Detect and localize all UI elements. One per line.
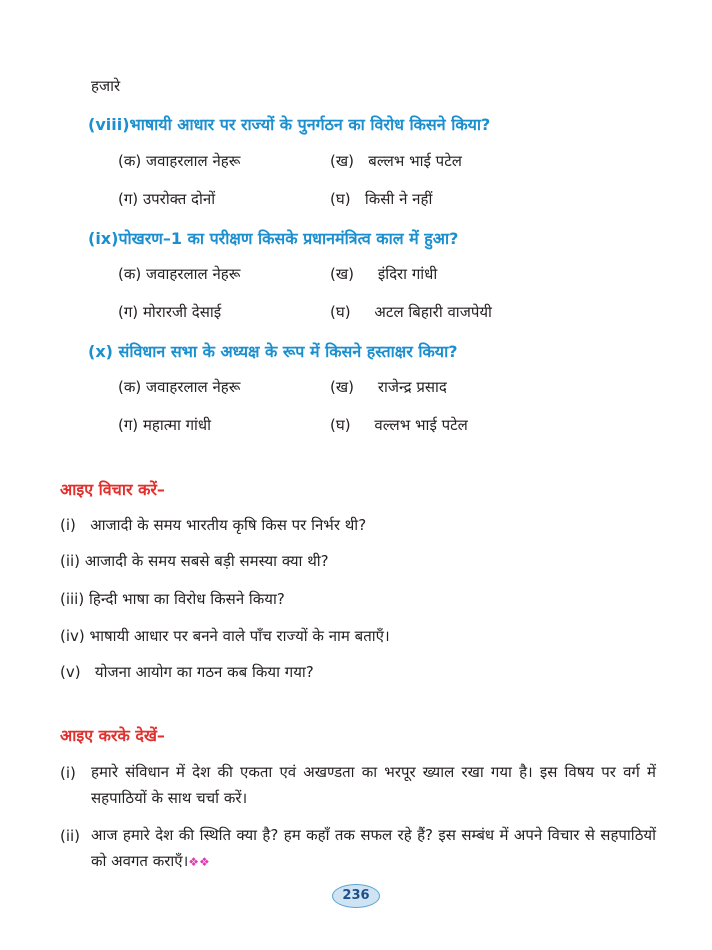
option: (ख) राजेन्द्र प्रसाद [330, 378, 447, 396]
option: (घ) किसी ने नहीं [330, 190, 433, 208]
list-item: (ii) आजादी के समय सबसे बड़ी समस्या क्या थी? [60, 552, 329, 570]
option: (ग) उपरोक्त दोनों [118, 190, 216, 208]
list-item: आज हमारे देश की स्थिति क्या है? हम कहाँ तक सफल रहे हैं? इस सम्बंध में अपने विचार से सहपाठियों को अवगत कराएँ।❖❖ [91, 826, 656, 870]
list-item-label: (i) [60, 764, 76, 782]
option: (क) जवाहरलाल नेहरू [118, 152, 241, 170]
page-number: 236 [332, 884, 380, 908]
question-label: (x) [88, 342, 113, 361]
list-item: (v) योजना आयोग का गठन कब किया गया? [60, 663, 314, 681]
list-item: (i) आजादी के समय भारतीय कृषि किस पर निर्भर थी? [60, 516, 367, 534]
question-text: पोखरण–1 का परीक्षण किसके प्रधानमंत्रित्व काल में हुआ? [118, 229, 459, 248]
end-mark: ❖❖ [188, 855, 210, 869]
question-x [88, 340, 458, 362]
section-heading-do: आइए करके देखें– [60, 726, 165, 745]
option: (क) जवाहरलाल नेहरू [118, 265, 241, 283]
option: (घ) वल्लभ भाई पटेल [330, 416, 468, 434]
section-heading-think: आइए विचार करें– [60, 480, 165, 499]
option: (घ) अटल बिहारी वाजपेयी [330, 303, 492, 321]
list-item-label: (ii) [60, 827, 81, 845]
option: (ख) बल्लभ भाई पटेल [330, 152, 462, 170]
list-item: (iv) भाषायी आधार पर बनने वाले पाँच राज्यों के नाम बताएँ। [60, 627, 390, 645]
question-text: भाषायी आधार पर राज्यों के पुनर्गठन का विरोध किसने किया? [129, 115, 491, 134]
question-text: संविधान सभा के अध्यक्ष के रूप में किसने हस्ताक्षर किया? [118, 342, 458, 361]
option: (ग) महात्मा गांधी [118, 416, 212, 434]
top-text: हजारे [91, 77, 121, 95]
list-item: (iii) हिन्दी भाषा का विरोध किसने किया? [60, 590, 285, 608]
question-label: (ix) [88, 229, 119, 248]
question-ix [88, 227, 458, 249]
option: (ग) मोरारजी देसाई [118, 303, 222, 321]
option: (क) जवाहरलाल नेहरू [118, 378, 241, 396]
option: (ख) इंदिरा गांधी [330, 265, 438, 283]
question-label: (viii) [88, 115, 130, 134]
list-item: हमारे संविधान में देश की एकता एवं अखण्डता का भरपूर ख्याल रखा गया है। इस विषय पर वर्ग में सहपाठियों के साथ चर्चा करें। [91, 763, 656, 807]
question-viii [88, 113, 490, 135]
